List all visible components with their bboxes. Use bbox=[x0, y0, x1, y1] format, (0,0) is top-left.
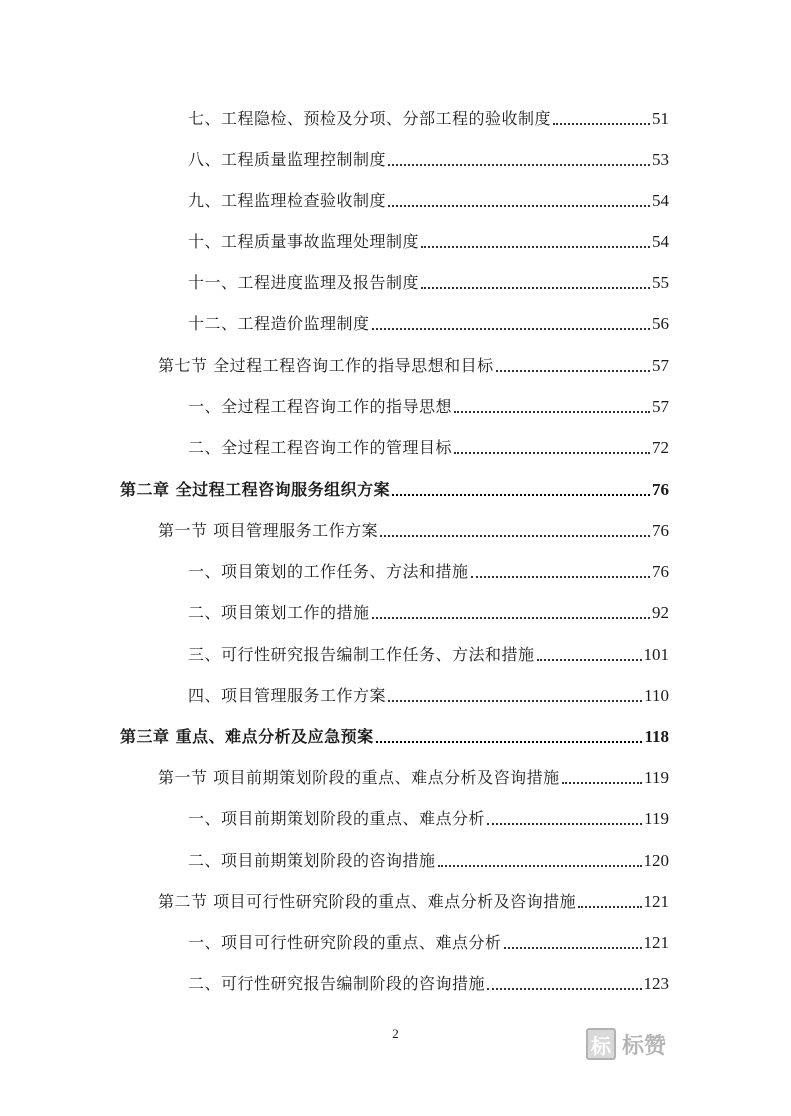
dot-leader bbox=[471, 575, 650, 578]
toc-entry-page: 92 bbox=[652, 603, 669, 622]
toc-entry-title: 第二章 全过程工程咨询服务组织方案 bbox=[120, 480, 391, 499]
toc-entry-title: 十二、工程造价监理制度 bbox=[188, 314, 370, 333]
toc-entry[interactable] bbox=[188, 310, 669, 334]
dot-leader bbox=[537, 658, 642, 661]
toc-entry[interactable] bbox=[188, 641, 669, 665]
toc-entry-page: 72 bbox=[652, 438, 669, 457]
toc-entry[interactable] bbox=[188, 146, 669, 170]
dot-leader bbox=[578, 905, 641, 908]
toc-entry[interactable] bbox=[188, 269, 669, 293]
watermark-logo bbox=[586, 1026, 666, 1062]
toc-entry-page: 57 bbox=[652, 356, 669, 375]
toc-entry[interactable] bbox=[120, 476, 669, 500]
toc-entry-page: 119 bbox=[644, 809, 669, 828]
toc-entry-title: 九、工程监理检查验收制度 bbox=[188, 191, 387, 210]
toc-entry[interactable] bbox=[188, 187, 669, 211]
dot-leader bbox=[553, 122, 650, 125]
toc-entry-page: 121 bbox=[643, 892, 669, 911]
toc-entry-page: 121 bbox=[643, 933, 669, 952]
dot-leader bbox=[392, 493, 650, 496]
toc-entry-page: 76 bbox=[652, 480, 669, 499]
dot-leader bbox=[372, 616, 650, 619]
toc-entry-title: 第二节 项目可行性研究阶段的重点、难点分析及咨询措施 bbox=[158, 892, 577, 911]
toc-entry[interactable] bbox=[188, 393, 669, 417]
toc-entry-title: 七、工程隐检、预检及分项、分部工程的验收制度 bbox=[188, 109, 552, 128]
toc-entry[interactable] bbox=[188, 599, 669, 623]
toc-entry-title: 第三章 重点、难点分析及应急预案 bbox=[120, 727, 374, 746]
toc-entry-title: 一、全过程工程咨询工作的指导思想 bbox=[188, 397, 453, 416]
toc-entry[interactable] bbox=[188, 929, 669, 953]
toc-entry-page: 57 bbox=[652, 397, 669, 416]
toc-entry-title: 一、项目前期策划阶段的重点、难点分析 bbox=[188, 809, 486, 828]
watermark-text: 标赞 bbox=[622, 1033, 667, 1059]
toc-entry-title: 二、可行性研究报告编制阶段的咨询措施 bbox=[188, 974, 486, 993]
dot-leader bbox=[388, 163, 650, 166]
toc-entry-title: 二、全过程工程咨询工作的管理目标 bbox=[188, 438, 453, 457]
toc-entry-page: 54 bbox=[652, 191, 669, 210]
toc-entry-title: 二、项目前期策划阶段的咨询措施 bbox=[188, 851, 436, 870]
dot-leader bbox=[438, 864, 642, 867]
toc-entry[interactable] bbox=[188, 805, 669, 829]
toc-entry[interactable] bbox=[188, 434, 669, 458]
toc-entry-page: 118 bbox=[644, 727, 669, 746]
toc-entry[interactable] bbox=[158, 517, 669, 541]
toc-entry-title: 一、项目策划的工作任务、方法和措施 bbox=[188, 562, 469, 581]
dot-leader bbox=[504, 946, 642, 949]
page-number: 2 bbox=[392, 1026, 399, 1041]
toc-entry[interactable] bbox=[188, 228, 669, 252]
toc-entry-page: 110 bbox=[644, 686, 669, 705]
watermark-mark-icon: 标 bbox=[586, 1028, 616, 1060]
toc-entry-title: 第七节 全过程工程咨询工作的指导思想和目标 bbox=[158, 356, 494, 375]
toc-entry[interactable] bbox=[188, 105, 669, 129]
toc-entry-page: 119 bbox=[644, 768, 669, 787]
dot-leader bbox=[487, 822, 642, 825]
toc-entry[interactable] bbox=[158, 352, 669, 376]
toc-entry-page: 53 bbox=[652, 150, 669, 169]
dot-leader bbox=[562, 781, 643, 784]
toc-entry-title: 八、工程质量监理控制制度 bbox=[188, 150, 387, 169]
toc-entry-page: 76 bbox=[652, 562, 669, 581]
toc-entry-title: 四、项目管理服务工作方案 bbox=[188, 686, 387, 705]
toc-entry[interactable] bbox=[188, 847, 669, 871]
toc-entry-page: 76 bbox=[652, 521, 669, 540]
toc-entry-page: 56 bbox=[652, 314, 669, 333]
toc-entry-page: 54 bbox=[652, 232, 669, 251]
toc-entry-title: 一、项目可行性研究阶段的重点、难点分析 bbox=[188, 933, 502, 952]
toc-entry[interactable] bbox=[188, 970, 669, 994]
toc-entry-title: 第一节 项目前期策划阶段的重点、难点分析及咨询措施 bbox=[158, 768, 560, 787]
dot-leader bbox=[487, 987, 641, 990]
toc-entry-page: 123 bbox=[643, 974, 669, 993]
toc-entry[interactable] bbox=[188, 558, 669, 582]
dot-leader bbox=[454, 410, 650, 413]
toc-entry-page: 51 bbox=[652, 109, 669, 128]
toc-entry[interactable] bbox=[158, 888, 669, 912]
toc-entry-title: 十、工程质量事故监理处理制度 bbox=[188, 232, 420, 251]
toc-entry-title: 三、可行性研究报告编制工作任务、方法和措施 bbox=[188, 645, 535, 664]
toc-entry-title: 第一节 项目管理服务工作方案 bbox=[158, 521, 379, 540]
dot-leader bbox=[380, 534, 650, 537]
dot-leader bbox=[496, 369, 650, 372]
dot-leader bbox=[421, 286, 650, 289]
dot-leader bbox=[376, 740, 643, 743]
toc-entry[interactable] bbox=[188, 682, 669, 706]
dot-leader bbox=[388, 204, 650, 207]
toc-entry-page: 101 bbox=[643, 645, 669, 664]
toc-entry-title: 十一、工程进度监理及报告制度 bbox=[188, 273, 420, 292]
dot-leader bbox=[421, 245, 650, 248]
toc-entry[interactable] bbox=[120, 723, 669, 747]
toc-entry-page: 120 bbox=[643, 851, 669, 870]
dot-leader bbox=[454, 451, 650, 454]
dot-leader bbox=[388, 699, 642, 702]
dot-leader bbox=[372, 327, 650, 330]
toc-entry-title: 二、项目策划工作的措施 bbox=[188, 603, 370, 622]
toc-entry[interactable] bbox=[158, 764, 669, 788]
toc-entry-page: 55 bbox=[652, 273, 669, 292]
